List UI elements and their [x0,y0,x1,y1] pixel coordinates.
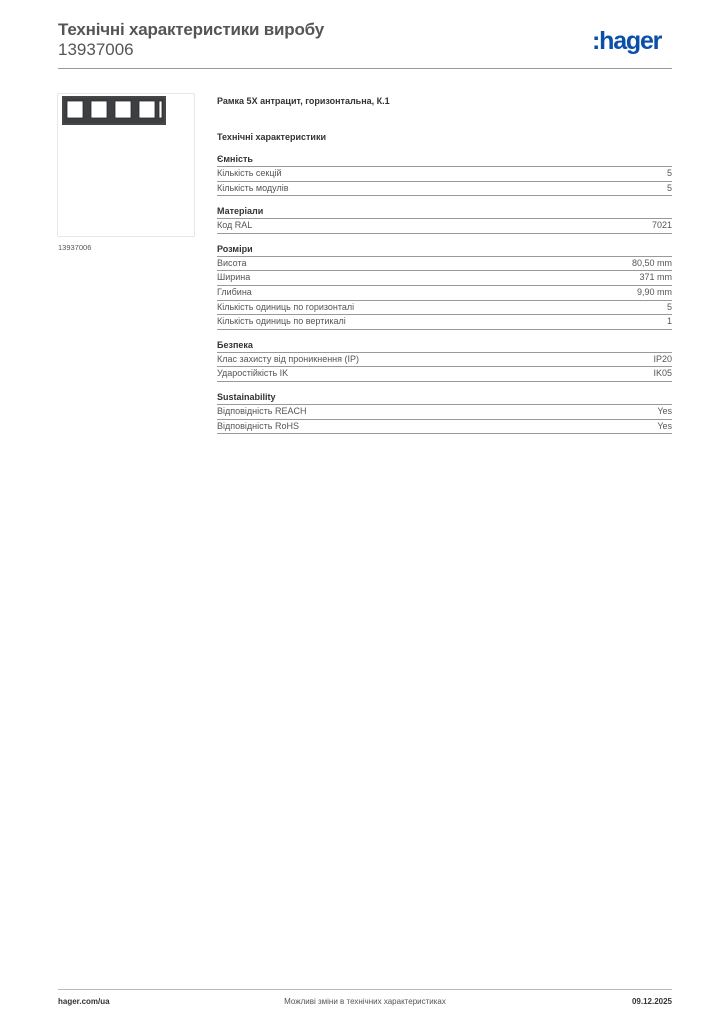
spec-group-title: Розміри [217,243,672,257]
spec-row [217,219,672,234]
spec-group [217,153,672,196]
spec-row [217,286,672,301]
spec-value: 9,90 mm [636,286,672,297]
spec-row [217,420,672,435]
spec-row [217,301,672,316]
specifications-panel [217,94,672,434]
spec-label: Висота [217,257,247,268]
spec-group [217,205,672,234]
spec-label: Кількість одиниць по вертикалі [217,316,346,327]
document-title: Технічні характеристики виробу [58,20,324,39]
spec-label: Кількість одиниць по горизонталі [217,301,355,312]
spec-label: Код RAL [217,220,253,231]
spec-value: 5 [666,301,672,312]
footer-divider [58,989,672,990]
footer-notice: Можливі зміни в технічних характеристиках [284,997,446,1006]
header-divider [58,68,672,69]
footer-date: 09.12.2025 [631,997,672,1006]
spec-group [217,339,672,382]
spec-group [217,243,672,330]
spec-value: 7021 [651,220,672,231]
spec-label: Клас захисту від проникнення (IP) [217,353,360,364]
spec-row [217,405,672,420]
frame-5x-product-icon [58,94,194,236]
spec-group-title: Sustainability [217,391,672,405]
page-footer [58,997,672,1011]
spec-value: 1 [666,316,672,327]
image-caption: 13937006 [58,243,92,252]
spec-row [217,315,672,330]
spec-label: Кількість секцій [217,168,282,178]
spec-group-title: Матеріали [217,205,672,219]
spec-value: 80,50 mm [631,257,672,268]
spec-label: Відповідність REACH [217,405,307,416]
hager-logo [592,26,672,56]
spec-row [217,257,672,272]
spec-label: Ширина [217,272,251,283]
footer-website: hager.com/ua [58,997,110,1006]
spec-value: IK05 [653,368,672,379]
spec-row [217,367,672,382]
spec-value: 5 [666,182,672,193]
spec-row [217,271,672,286]
product-image [58,94,194,236]
page-header [58,20,672,70]
spec-value: IP20 [653,353,672,364]
svg-text::hager: :hager [592,27,662,55]
spec-row [217,182,672,197]
spec-label: Ударостійкість IK [217,368,289,379]
spec-value: 371 mm [639,272,672,283]
product-code: 13937006 [58,40,134,59]
spec-label: Відповідність RoHS [217,420,299,431]
spec-value: 5 [666,168,672,178]
spec-row [217,167,672,182]
spec-group-title: Ємність [217,153,672,167]
spec-groups [217,153,672,434]
spec-row [217,353,672,368]
spec-group-title: Безпека [217,339,672,353]
spec-value: Yes [657,420,672,431]
product-title: Рамка 5Х антрацит, горизонтальна, К.1 [217,96,390,106]
spec-value: Yes [657,405,672,416]
spec-label: Глибина [217,286,252,297]
spec-group [217,391,672,434]
specs-heading: Технічні характеристики [217,132,326,142]
spec-label: Кількість модулів [217,182,289,193]
